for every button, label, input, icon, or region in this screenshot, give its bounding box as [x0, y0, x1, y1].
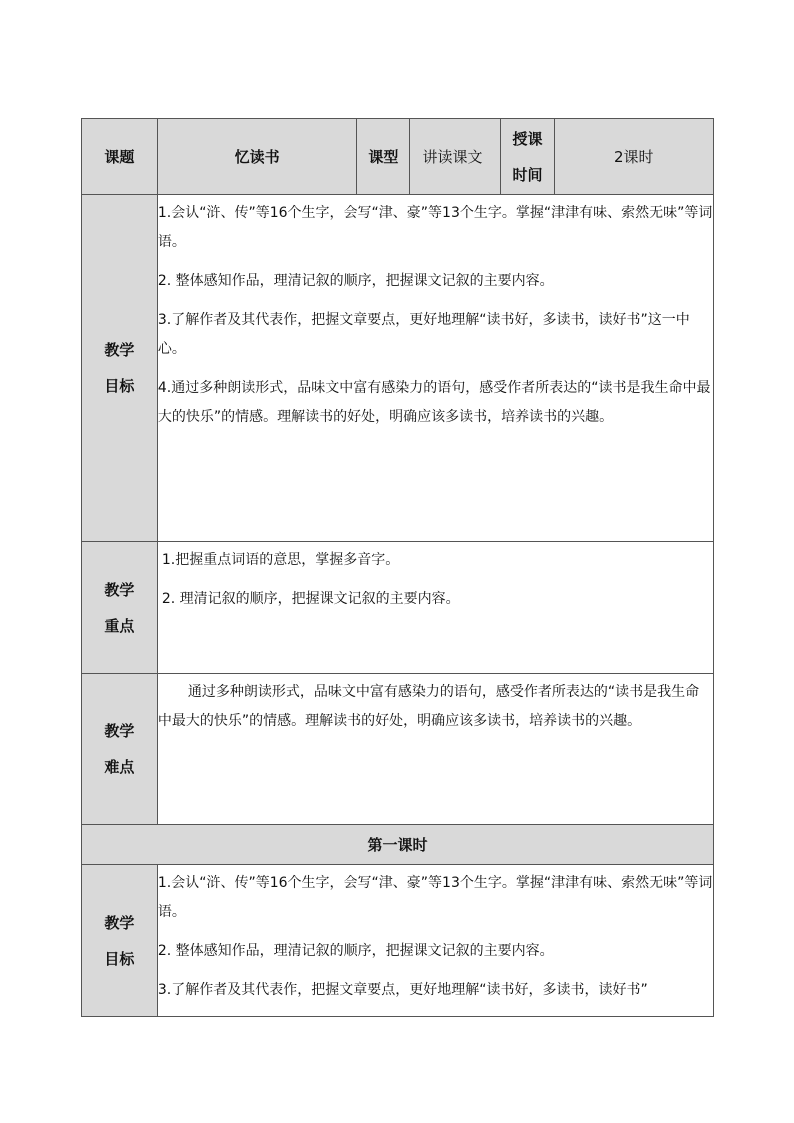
key-point-item: 1.把握重点词语的意思，掌握多音字。 [161, 552, 400, 568]
lesson1-goals-label [82, 865, 158, 1017]
lesson1-title: 第一课时 [82, 825, 714, 865]
lesson1-bar-row [82, 825, 714, 865]
title-value: 忆读书 [157, 119, 356, 195]
lesson1-goal-item: 2. 整体感知作品，理清记叙的顺序，把握课文记叙的主要内容。 [157, 943, 554, 959]
lesson-plan-table [81, 118, 714, 1017]
title-label: 课题 [82, 119, 158, 195]
goal-item: 2. 整体感知作品，理清记叙的顺序，把握课文记叙的主要内容。 [157, 273, 554, 289]
header-row [82, 119, 714, 195]
difficulties-label-line-2: 难点 [104, 758, 135, 776]
goal-item: 3.了解作者及其代表作，把握文章要点，更好地理解“读书好，多读书，读好书”这一中心。 [157, 312, 690, 357]
difficulties-label [82, 674, 158, 825]
goals-label-line-1: 教学 [104, 341, 135, 359]
lesson1-goals-content [157, 865, 713, 1017]
time-label-line-1: 授课 [512, 129, 543, 148]
difficulties-label-line-1: 教学 [104, 722, 135, 740]
type-value: 讲读课文 [410, 119, 501, 195]
time-label-line-2: 时间 [512, 165, 543, 184]
difficulties-row [82, 674, 714, 825]
difficulties-text: 通过多种朗读形式，品味文中富有感染力的语句，感受作者所表达的“读书是我生命中最大的快乐”的情感。理解读书的好处，明确应该多读书，培养读书的兴趣。 [157, 684, 700, 729]
lesson1-goals-label-line-1: 教学 [104, 913, 135, 932]
lesson1-goal-item: 1.会认“浒、传”等16个生字，会写“津、豪”等13个生字。掌握“津津有味、索然无味”等词语。 [157, 875, 713, 920]
key-points-row [82, 542, 714, 674]
time-value: 2课时 [554, 119, 713, 195]
lesson1-goal-item: 3.了解作者及其代表作，把握文章要点，更好地理解“读书好，多读书，读好书” [157, 982, 648, 998]
goals-label-line-2: 目标 [104, 377, 135, 395]
key-points-label [82, 542, 158, 674]
lesson1-goals-label-line-2: 目标 [104, 949, 135, 968]
key-points-content [157, 542, 713, 674]
key-point-item: 2. 理清记叙的顺序，把握课文记叙的主要内容。 [161, 591, 460, 607]
type-label: 课型 [357, 119, 410, 195]
time-label [501, 119, 554, 195]
key-points-label-line-1: 教学 [104, 580, 135, 599]
goals-row [82, 195, 714, 542]
goal-item: 1.会认“浒、传”等16个生字，会写“津、豪”等13个生字。掌握“津津有味、索然无味”等词语。 [157, 205, 713, 250]
goals-label [82, 195, 158, 542]
lesson1-goals-row [82, 865, 714, 1017]
key-points-label-line-2: 重点 [104, 616, 135, 635]
goals-content [157, 195, 713, 542]
goal-item: 4.通过多种朗读形式，品味文中富有感染力的语句，感受作者所表达的“读书是我生命中最大的快乐”的情感。理解读书的好处，明确应该多读书，培养读书的兴趣。 [157, 380, 711, 425]
difficulties-content [157, 674, 713, 825]
